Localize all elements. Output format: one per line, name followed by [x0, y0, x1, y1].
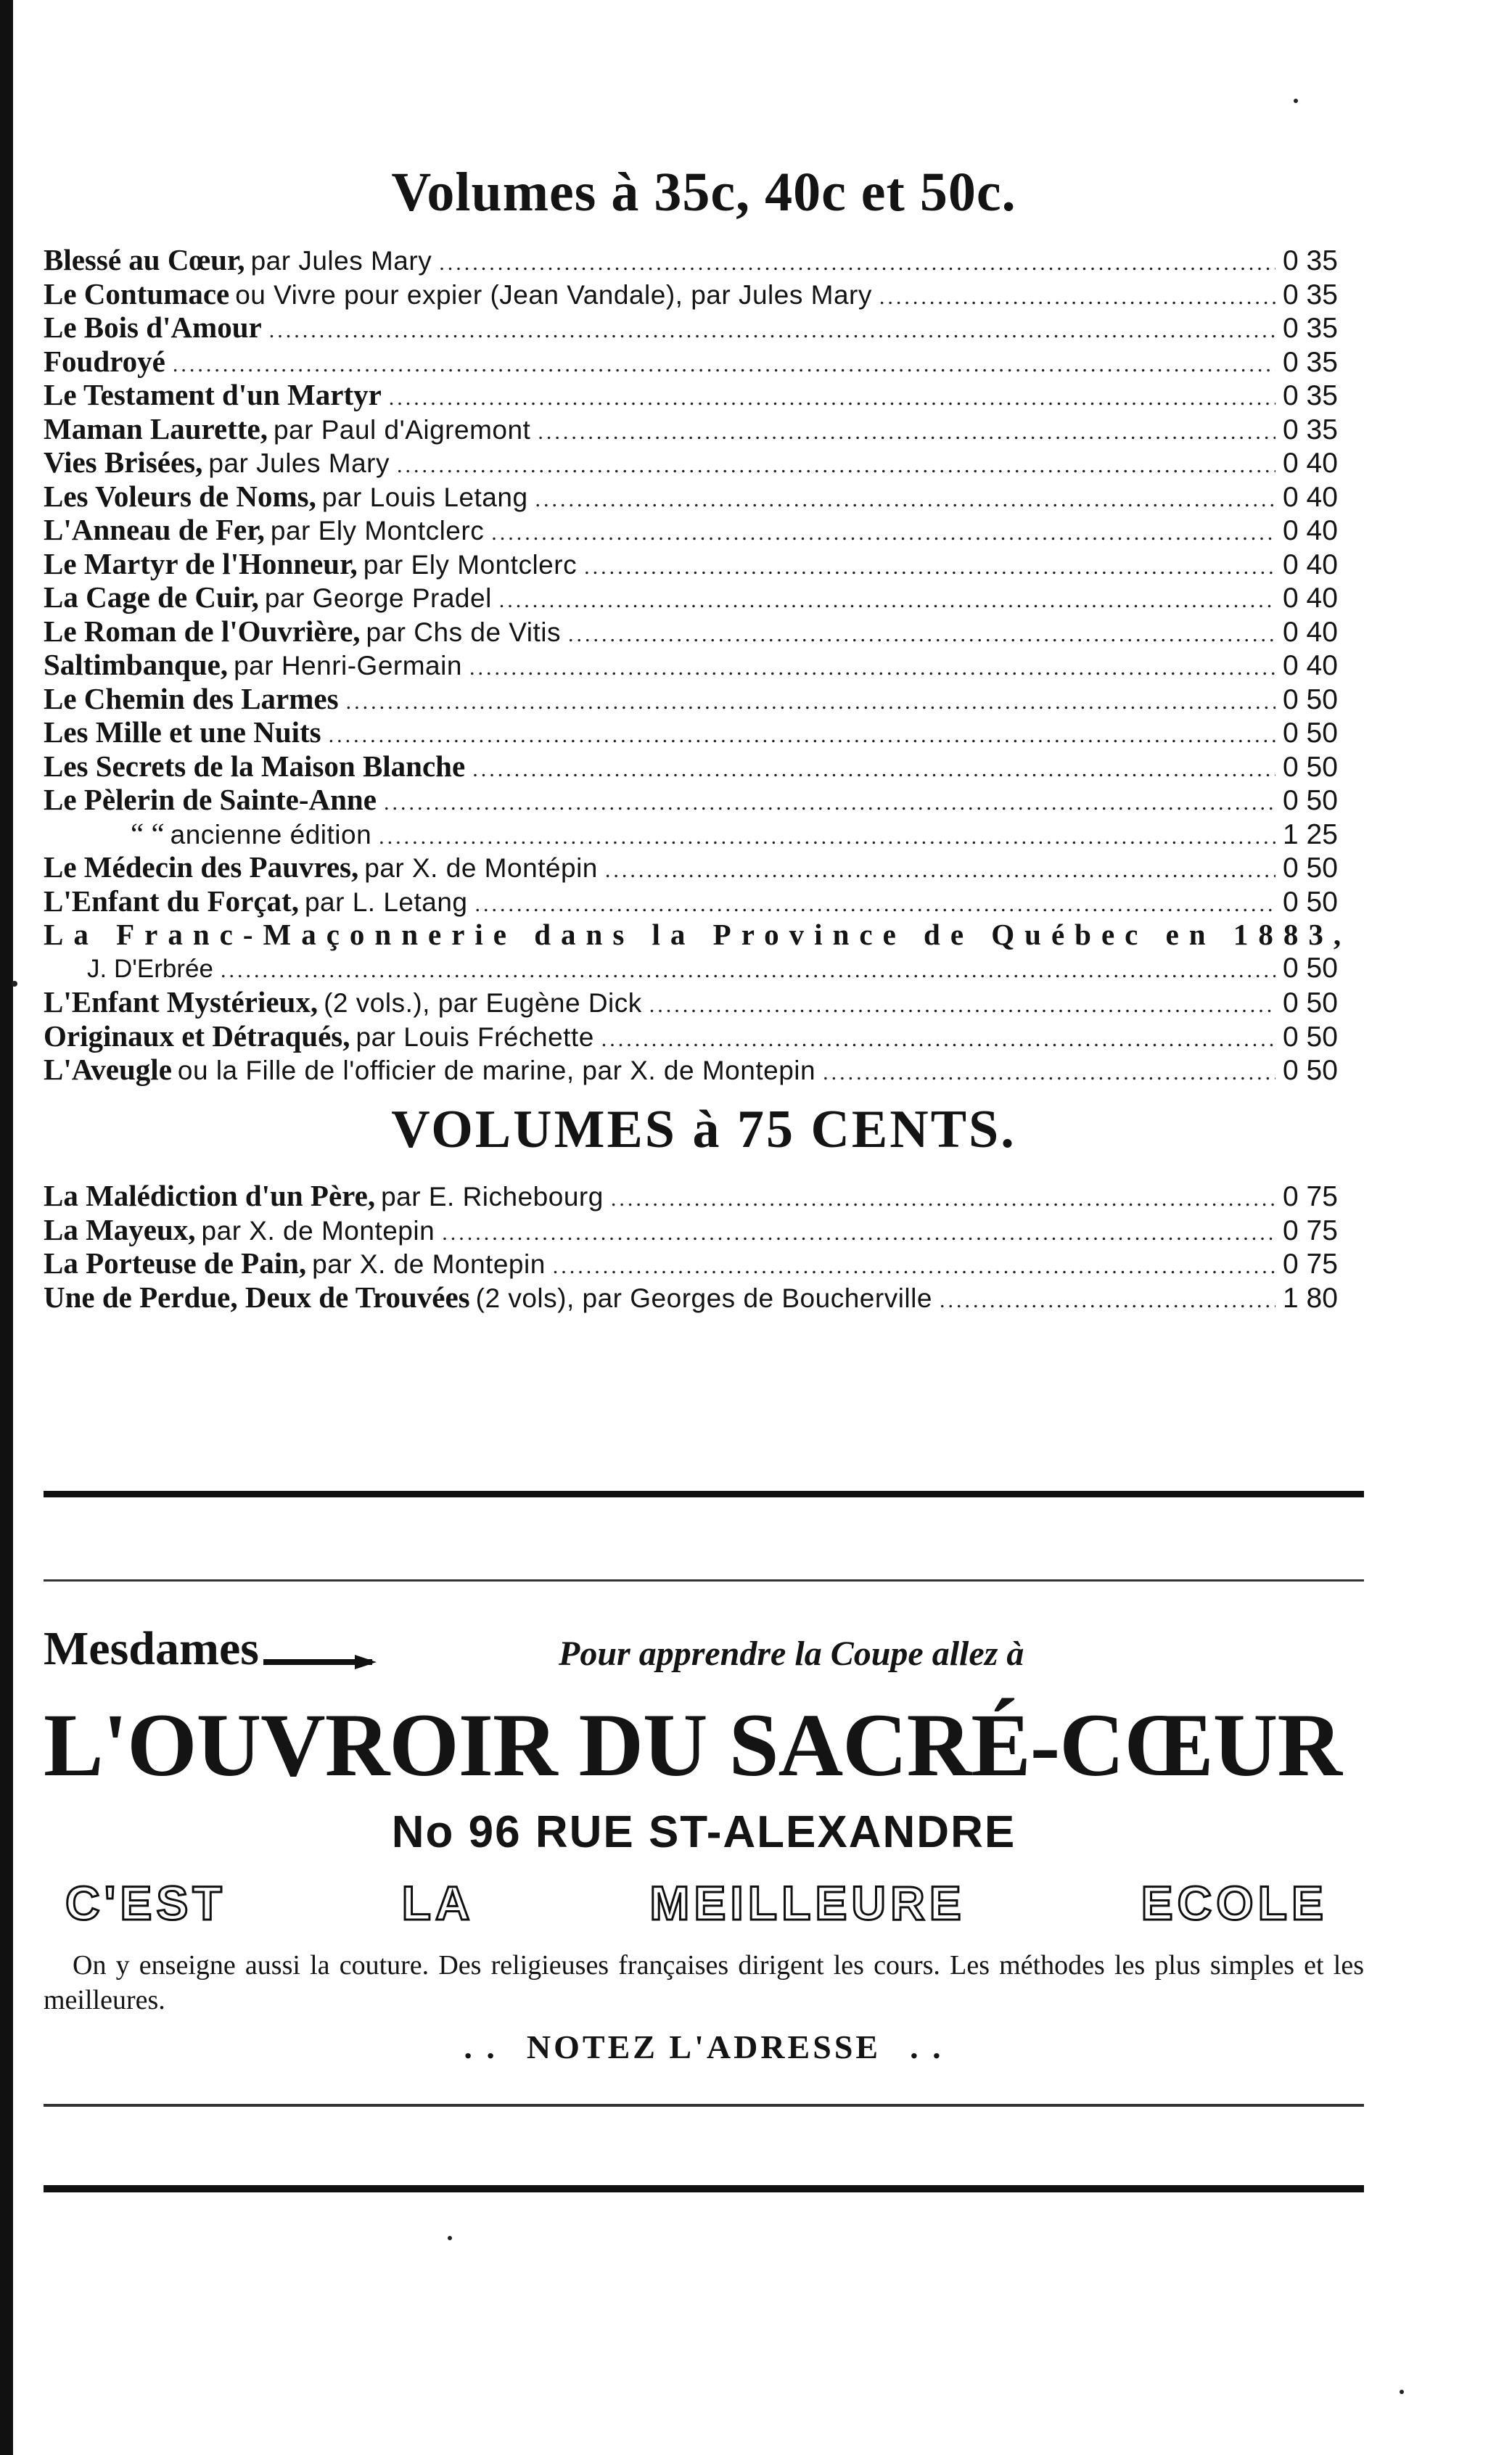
- list-item: [44, 277, 1364, 311]
- leader-dots: [397, 449, 1275, 482]
- leader-dots: [538, 416, 1275, 449]
- list-item: [44, 682, 1364, 716]
- item-author: par Ely Montclerc: [363, 549, 578, 580]
- item-author: par Louis Letang: [321, 482, 528, 512]
- leader-dots: [491, 517, 1275, 550]
- item-price: 0 50: [1283, 987, 1338, 1019]
- leader-dots: [568, 618, 1275, 651]
- item-price: 0 50: [1283, 886, 1338, 918]
- item-author: ou Vivre pour expier (Jean Vandale), par Jules Mary: [235, 279, 872, 310]
- item-title: Le Médecin des Pauvres,: [44, 850, 359, 884]
- leader-dots: [475, 888, 1275, 921]
- item-price: 0 75: [1283, 1181, 1338, 1212]
- leader-dots: [389, 382, 1275, 415]
- item-price: 0 50: [1283, 717, 1338, 749]
- item-title: L'Aveugle: [44, 1053, 172, 1086]
- item-title: J. D'Erbrée: [87, 954, 213, 983]
- item-title: L'Enfant du Forçat,: [44, 884, 299, 918]
- divider-thick: [44, 1491, 1364, 1497]
- item-author: (2 vols), par Georges de Boucherville: [475, 1283, 932, 1313]
- list-item: [44, 445, 1364, 480]
- ad-notez: [44, 2028, 1364, 2066]
- list-item: [44, 480, 1364, 514]
- item-price: 0 50: [1283, 852, 1338, 884]
- divider-thin: [44, 1579, 1364, 1582]
- leader-dots: [823, 1056, 1275, 1090]
- document-page: [44, 0, 1364, 2455]
- list-item: [44, 985, 1364, 1019]
- item-title: Le Testament d'un Martyr: [44, 378, 382, 411]
- item-author: par Louis Fréchette: [356, 1021, 594, 1052]
- item-title: Le Bois d'Amour: [44, 311, 262, 344]
- list-item: [44, 1280, 1364, 1315]
- item-title: Originaux et Détraqués,: [44, 1019, 350, 1053]
- list-item: [44, 918, 1364, 952]
- list-item: [44, 547, 1364, 581]
- item-author: par Chs de Vitis: [366, 617, 562, 647]
- leader-dots: [384, 786, 1275, 820]
- item-price: 0 35: [1283, 380, 1338, 411]
- divider-thin-bottom: [44, 2104, 1364, 2107]
- list-item: [44, 952, 1364, 986]
- ad-paragraph: On y enseigne aussi la couture. Des religieuses françaises dirigent les cours. Les méthodes les plus simples et les meilleures.: [44, 1950, 1364, 2015]
- list-item: [44, 1213, 1364, 1247]
- item-author: par X. de Montepin: [201, 1215, 435, 1246]
- list-item: [44, 884, 1364, 918]
- ink-speck: [1400, 2390, 1404, 2394]
- item-title: Blessé au Cœur,: [44, 243, 245, 276]
- item-title: L'Enfant Mystérieux,: [44, 985, 319, 1019]
- item-author: par Henri-Germain: [234, 651, 462, 680]
- list-item: [44, 378, 1364, 412]
- item-price: 0 50: [1283, 683, 1338, 715]
- item-author: par X. de Montepin: [312, 1249, 546, 1279]
- item-title: La Mayeux,: [44, 1212, 196, 1246]
- list-item: [44, 749, 1364, 784]
- item-price: 0 35: [1283, 414, 1338, 445]
- item-title: La Franc-Maçonnerie dans la Province de Québec en 1883,: [44, 918, 1352, 951]
- item-title: Saltimbanque,: [44, 648, 229, 681]
- list-item: [44, 1179, 1364, 1213]
- ad-slogan: [65, 1875, 1328, 1930]
- notez-text: NOTEZ L'ADRESSE: [526, 2028, 882, 2065]
- ad-address: No 96 RUE ST-ALEXANDRE: [391, 1807, 1016, 1857]
- list-item: [44, 1246, 1364, 1280]
- item-title: Le Pèlerin de Sainte-Anne: [44, 783, 377, 816]
- item-title: Le Chemin des Larmes: [44, 681, 339, 715]
- list-item: [44, 311, 1364, 345]
- item-price: 0 50: [1283, 952, 1338, 984]
- leader-dots: [379, 821, 1275, 854]
- leader-dots: [439, 247, 1275, 280]
- price-list-35-50: [44, 243, 1364, 1087]
- leader-dots: [649, 989, 1275, 1022]
- item-title: Le Martyr de l'Honneur,: [44, 546, 358, 580]
- item-price: 0 75: [1283, 1214, 1338, 1246]
- leader-dots: [879, 281, 1275, 314]
- item-author: ancienne édition: [170, 819, 372, 850]
- item-author: par Jules Mary: [250, 246, 432, 276]
- leader-dots: [553, 1250, 1275, 1283]
- leader-dots: [611, 1183, 1275, 1216]
- item-title: Le Roman de l'Ouvrière,: [44, 614, 361, 648]
- leader-dots: [221, 954, 1275, 987]
- item-price: 0 50: [1283, 1055, 1338, 1086]
- list-item: [44, 1019, 1364, 1053]
- item-title: Le Contumace: [44, 276, 230, 311]
- item-title: Maman Laurette,: [44, 411, 268, 445]
- item-price: 0 40: [1283, 548, 1338, 580]
- item-author: ou la Fille de l'officier de marine, par X. de Montepin: [177, 1056, 816, 1085]
- item-price: 0 50: [1283, 751, 1338, 783]
- leader-dots: [173, 348, 1275, 382]
- ad-tagline: Pour apprendre la Coupe allez à: [559, 1634, 1024, 1673]
- leader-dots: [442, 1217, 1275, 1250]
- price-list-75: [44, 1179, 1364, 1314]
- slogan-word: MEILLEURE: [649, 1876, 966, 1930]
- item-price: 0 40: [1283, 481, 1338, 513]
- item-price: 0 40: [1283, 448, 1338, 479]
- item-title: La Porteuse de Pain,: [44, 1246, 307, 1280]
- divider-thick-bottom: [44, 2185, 1364, 2192]
- ink-speck: [12, 981, 17, 987]
- leader-dots: [499, 584, 1275, 617]
- leader-dots: [269, 314, 1275, 348]
- leader-dots: [472, 753, 1275, 786]
- leader-dots: [584, 551, 1275, 584]
- section-heading-35-50: Volumes à 35c, 40c et 50c.: [391, 162, 1016, 223]
- item-price: 1 25: [1283, 818, 1338, 850]
- list-item: [44, 648, 1364, 682]
- leader-dots: [346, 686, 1275, 719]
- item-price: 0 35: [1283, 245, 1338, 276]
- item-price: 0 40: [1283, 583, 1338, 614]
- list-item: [44, 412, 1364, 446]
- item-author: par E. Richebourg: [381, 1182, 604, 1212]
- section-heading-75: VOLUMES à 75 CENTS.: [391, 1100, 1016, 1159]
- arrow-right-icon: [263, 1659, 372, 1665]
- item-price: 0 40: [1283, 515, 1338, 546]
- list-item: [44, 715, 1364, 749]
- page-spine-edge: [0, 0, 13, 2455]
- item-price: 0 35: [1283, 346, 1338, 378]
- ad-business-name: L'OUVROIR DU SACRÉ-CŒUR: [44, 1695, 1342, 1795]
- leader-dots: [605, 854, 1275, 887]
- item-author: par X. de Montépin: [364, 853, 598, 883]
- list-item: [44, 614, 1364, 649]
- list-item: [44, 783, 1364, 817]
- item-author: (2 vols.), par Eugène Dick: [324, 988, 642, 1018]
- item-title: La Malédiction d'un Père,: [44, 1179, 376, 1212]
- item-author: par L. Letang: [304, 887, 468, 917]
- item-price: 0 35: [1283, 313, 1338, 344]
- item-price: 0 50: [1283, 785, 1338, 816]
- list-item: [44, 243, 1364, 277]
- item-title: Une de Perdue, Deux de Trouvées: [44, 1280, 470, 1314]
- list-item: [44, 817, 1364, 851]
- leader-dots: [329, 719, 1275, 752]
- item-title: Les Secrets de la Maison Blanche: [44, 749, 466, 783]
- item-title: Vies Brisées,: [44, 445, 203, 479]
- item-title: Les Mille et une Nuits: [44, 715, 321, 749]
- list-item: [44, 580, 1364, 614]
- item-price: 0 75: [1283, 1249, 1338, 1280]
- list-item: [44, 345, 1364, 379]
- list-item: [44, 513, 1364, 547]
- list-item: [44, 850, 1364, 884]
- item-title: Foudroyé: [44, 344, 165, 378]
- item-title: L'Anneau de Fer,: [44, 513, 265, 546]
- leader-dots: [601, 1023, 1275, 1056]
- list-item: [44, 1053, 1364, 1087]
- slogan-word: ECOLE: [1141, 1876, 1328, 1930]
- item-price: 0 50: [1283, 1021, 1338, 1053]
- item-title: “ “: [131, 816, 165, 850]
- bullet-dots: . .: [464, 2028, 498, 2065]
- item-price: 0 40: [1283, 616, 1338, 648]
- item-author: par Ely Montclerc: [270, 516, 485, 546]
- item-author: par Jules Mary: [208, 448, 390, 478]
- leader-dots: [940, 1284, 1275, 1317]
- item-author: par Paul d'Aigremont: [273, 414, 531, 445]
- item-title: La Cage de Cuir,: [44, 580, 259, 614]
- slogan-word: C'EST: [65, 1876, 226, 1930]
- item-title: Les Voleurs de Noms,: [44, 479, 316, 513]
- bullet-dots: . .: [910, 2028, 944, 2065]
- item-price: 1 80: [1283, 1282, 1338, 1314]
- slogan-word: LA: [401, 1876, 474, 1930]
- item-author: par George Pradel: [264, 583, 492, 613]
- leader-dots: [469, 651, 1275, 685]
- item-price: 0 40: [1283, 650, 1338, 681]
- mesdames-label: Mesdames: [44, 1622, 259, 1675]
- item-price: 0 35: [1283, 279, 1338, 311]
- leader-dots: [535, 483, 1275, 517]
